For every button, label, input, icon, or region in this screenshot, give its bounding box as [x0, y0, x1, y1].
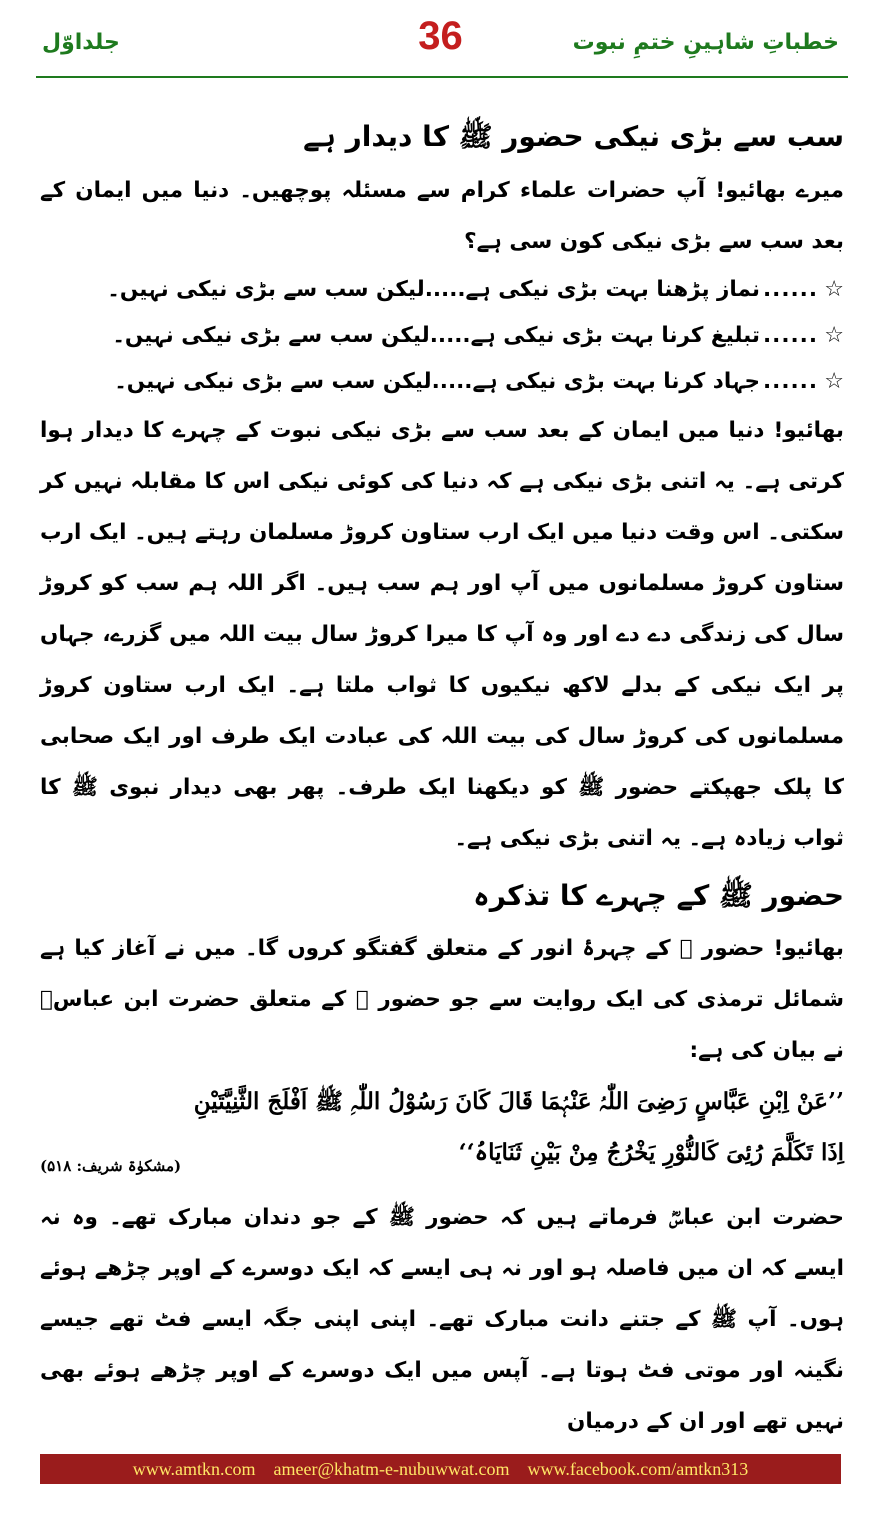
- list-item-text: تبلیغ کرنا بہت بڑی نیکی ہے.....لیکن سب سے بڑی نیکی نہیں۔: [112, 322, 760, 348]
- star-icon: ☆: [824, 368, 844, 394]
- paragraph-teeth-description: حضرت ابن عباسؓ فرماتے ہیں کہ حضور ﷺ کے جو دندان مبارک تھے۔ وہ نہ ایسے کہ ان میں فاصلہ ہو اور نہ ہی ایسے کہ ایک دوسرے کے اوپر چڑھے ہوئے ہوں۔ آپ ﷺ کے جتنے دانت مبارک تھے۔ اپنی اپنی جگہ ایسے فٹ تھے جیسے نگینہ اور موتی فٹ ہوتا ہے۔ آپس میں ایک دوسرے کے اوپر چڑھے ہوئے بھی نہیں تھے اور ان کے درمیان: [40, 1205, 844, 1435]
- list-item: [40, 313, 844, 359]
- section-heading-didar: سب سے بڑی نیکی حضور ﷺ کا دیدار ہے: [303, 120, 844, 153]
- hadith-reference: (مشکوٰۃ شریف: ۵۱۸): [40, 1157, 182, 1176]
- page-footer: [40, 1454, 841, 1484]
- star-icon: ☆: [824, 276, 844, 302]
- dots-leader: ......: [762, 368, 818, 394]
- volume-label: جلداوّل: [42, 30, 120, 55]
- hadith-arabic-line-2: [40, 1127, 844, 1178]
- footer-email-link[interactable]: ameer@khatm-e-nubuwwat.com: [273, 1458, 510, 1479]
- book-title: خطباتِ شاہینِ ختمِ نبوت: [572, 30, 839, 55]
- hadith-arabic-line-1: ’’عَنْ اِبْنِ عَبَّاسٍ رَضِیَ اللّٰہُ عَنْہُمَا قَالَ کَانَ رَسُوْلُ اللّٰہِ ﷺ اَفْلَجَ الثَّنِیَّتَیْنِ: [193, 1088, 844, 1116]
- list-item: [40, 267, 844, 313]
- virtues-list: [40, 267, 844, 405]
- list-item: [40, 359, 844, 405]
- paragraph-intro-hadith: بھائیو! حضور ﷺ کے چہرۂ انور کے متعلق گفتگو کروں گا۔ میں نے آغاز کیا ہے شمائل ترمذی کی ایک روایت سے جو حضور ﷺ کے متعلق حضرت ابن عباسؓ نے بیان کی ہے:: [40, 936, 844, 1064]
- dots-leader: ......: [762, 322, 818, 348]
- page-number: 36: [418, 14, 463, 58]
- header-divider: [36, 76, 848, 78]
- list-item-text: جہاد کرنا بہت بڑی نیکی ہے.....لیکن سب سے بڑی نیکی نہیں۔: [114, 368, 760, 394]
- section-heading-face: حضور ﷺ کے چہرے کا تذکرہ: [473, 878, 844, 912]
- hadith-arabic-text: اِذَا تَکَلَّمَ رُئِیَ کَالنُّوْرِ یَخْرُجُ مِنْ بَیْنِ ثَنَایَاہُ‘‘: [458, 1139, 844, 1167]
- star-icon: ☆: [824, 322, 844, 348]
- footer-facebook-link[interactable]: www.facebook.com/amtkn313: [527, 1458, 749, 1479]
- page-header: [0, 0, 881, 85]
- list-item-text: نماز پڑھنا بہت بڑی نیکی ہے.....لیکن سب سے بڑی نیکی نہیں۔: [107, 276, 760, 302]
- dots-leader: ......: [762, 276, 818, 302]
- paragraph-didar-virtue: بھائیو! دنیا میں ایمان کے بعد سب سے بڑی نیکی نبوت کے چہرے کا دیدار ہوا کرتی ہے۔ یہ اتنی بڑی نیکی ہے کہ دنیا کی کوئی نیکی اس کا مقابلہ نہیں کر سکتی۔ اس وقت دنیا میں ایک ارب ستاون کروڑ مسلمان رہتے ہیں۔ ایک ارب ستاون کروڑ مسلمانوں میں آپ اور ہم سب ہیں۔ اگر اللہ ہم سب کو کروڑ سال کی زندگی دے دے اور وہ آپ کا میرا کروڑ سال بیت اللہ میں گزرے، جہاں پر ایک نیکی کے بدلے لاکھ نیکیوں کا ثواب ملتا ہے۔ ایک ارب ستاون کروڑ مسلمانوں کی کروڑ سال کی بیت اللہ کی عبادت ایک طرف اور ایک صحابی کا پلک جھپکتے حضور ﷺ کو دیکھنا ایک طرف۔ پھر بھی دیدار نبوی ﷺ کا ثواب زیادہ ہے۔ یہ اتنی بڑی نیکی ہے۔: [40, 417, 844, 851]
- footer-website-link[interactable]: www.amtkn.com: [132, 1458, 256, 1479]
- paragraph-question: میرے بھائیو! آپ حضرات علماء کرام سے مسئلہ پوچھیں۔ دنیا میں ایمان کے بعد سب سے بڑی نیکی کون سی ہے؟: [40, 177, 844, 254]
- page-content: [40, 105, 844, 1447]
